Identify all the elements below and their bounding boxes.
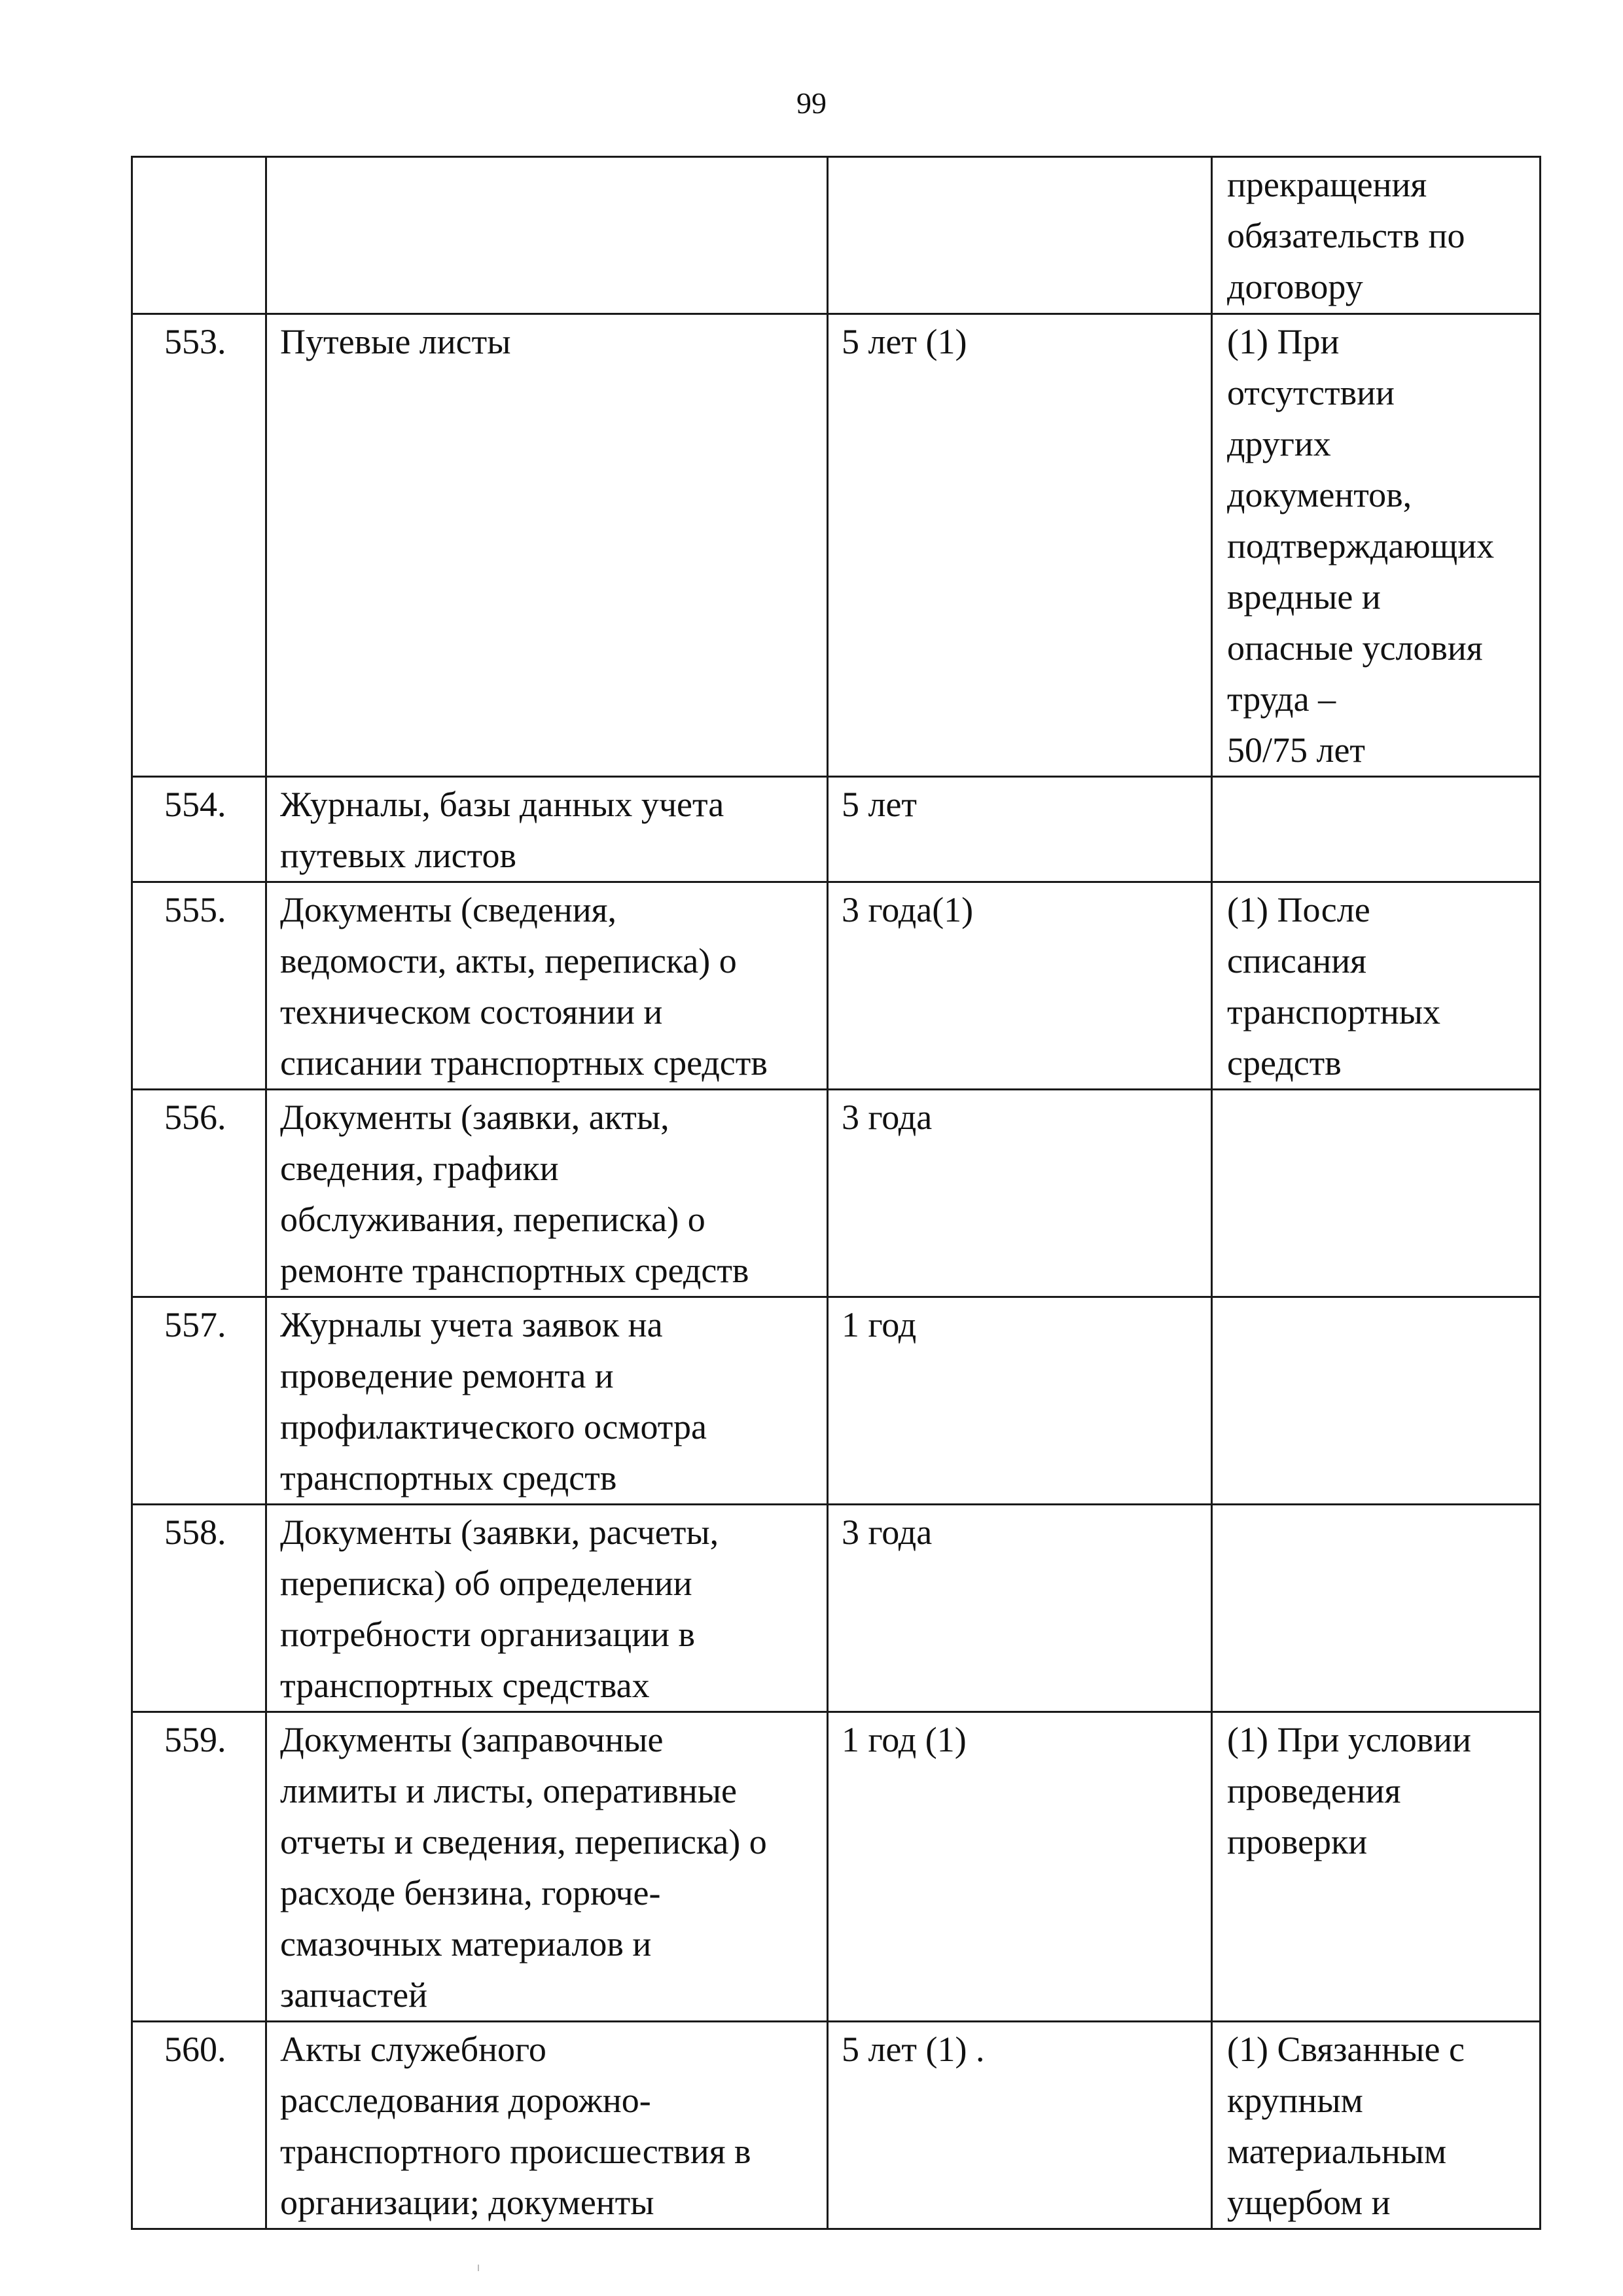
row-number-cell: 555. [132,882,266,1090]
table-row [132,157,1541,314]
row-number-cell: 554. [132,777,266,882]
note-cell [1212,1505,1541,1712]
note-cell [1212,777,1541,882]
note-cell [1212,1297,1541,1505]
table-row [132,314,1541,777]
document-title-cell: Журналы учета заявок на проведение ремонта и профилактического осмотра транспортных средств [266,1297,828,1505]
document-title-cell: Документы (заявки, расчеты, переписка) об определении потребности организации в транспортных средствах [266,1505,828,1712]
note-cell: (1) После списания транспортных средств [1212,882,1541,1090]
document-title-cell: Документы (заправочные лимиты и листы, оперативные отчеты и сведения, переписка) о расходе бензина, горюче- смазочных материалов и запчастей [266,1712,828,2022]
retention-schedule-table [131,156,1541,2230]
row-number-cell: 553. [132,314,266,777]
document-title-cell: Документы (заявки, акты, сведения, графики обслуживания, переписка) о ремонте транспортных средств [266,1090,828,1297]
table-row [132,1297,1541,1505]
retention-term-cell: 1 год (1) [828,1712,1212,2022]
retention-term-cell: 5 лет [828,777,1212,882]
retention-term-cell: 3 года(1) [828,882,1212,1090]
note-cell: (1) При условии проведения проверки [1212,1712,1541,2022]
scan-artifact-mark [478,2265,479,2271]
page-number: 99 [796,86,827,120]
retention-term-cell: 1 год [828,1297,1212,1505]
note-cell [1212,1090,1541,1297]
table-row [132,1505,1541,1712]
table-row [132,882,1541,1090]
document-title-cell: Акты служебного расследования дорожно- транспортного происшествия в организации; документы [266,2022,828,2229]
retention-term-cell [828,157,1212,314]
retention-term-cell: 3 года [828,1505,1212,1712]
row-number-cell: 557. [132,1297,266,1505]
table-row [132,777,1541,882]
table-row [132,1712,1541,2022]
row-number-cell: 559. [132,1712,266,2022]
note-cell: (1) Связанные с крупным материальным ущербом и [1212,2022,1541,2229]
retention-term-cell: 3 года [828,1090,1212,1297]
note-cell: (1) При отсутствии других документов, подтверждающих вредные и опасные условия труда – 50/75 лет [1212,314,1541,777]
row-number-cell: 556. [132,1090,266,1297]
document-title-cell [266,157,828,314]
row-number-cell [132,157,266,314]
retention-term-cell: 5 лет (1) [828,314,1212,777]
document-title-cell: Документы (сведения, ведомости, акты, переписка) о техническом состоянии и списании транспортных средств [266,882,828,1090]
document-title-cell: Журналы, базы данных учета путевых листов [266,777,828,882]
row-number-cell: 560. [132,2022,266,2229]
retention-term-cell: 5 лет (1) . [828,2022,1212,2229]
table-row [132,1090,1541,1297]
row-number-cell: 558. [132,1505,266,1712]
table-row [132,2022,1541,2229]
document-title-cell: Путевые листы [266,314,828,777]
note-cell: прекращения обязательств по договору [1212,157,1541,314]
